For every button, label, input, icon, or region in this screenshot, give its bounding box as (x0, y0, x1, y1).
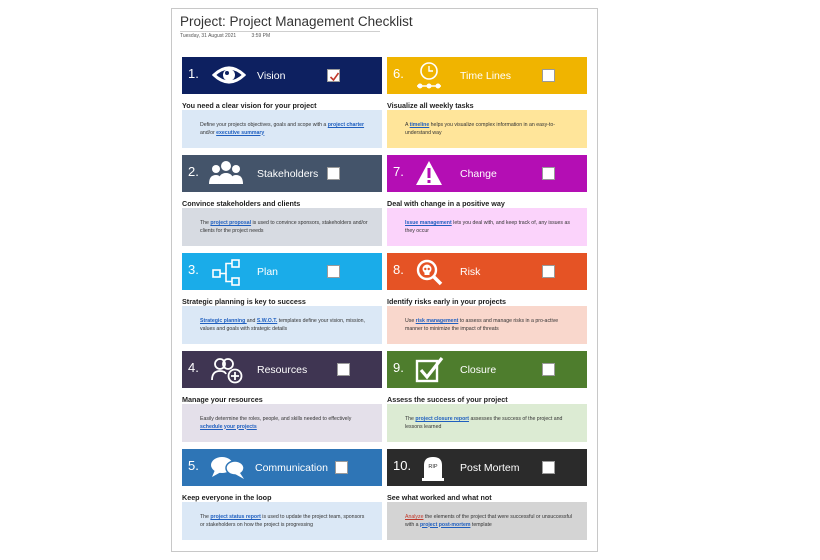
item-number: 6. (393, 66, 404, 81)
item-number: 9. (393, 360, 404, 375)
desc-text: template (470, 521, 492, 528)
checklist-item-post-mortem (387, 449, 587, 547)
risk-checkbox[interactable] (542, 265, 555, 278)
change-checkbox[interactable] (542, 167, 555, 180)
item-description (387, 502, 587, 540)
risk-management-link[interactable]: risk management (415, 318, 459, 324)
item-description (182, 306, 382, 344)
item-label: Stakeholders (257, 168, 319, 180)
item-label: Risk (460, 266, 481, 278)
item-subheading: Keep everyone in the loop (182, 493, 272, 502)
item-label: Plan (257, 266, 279, 278)
desc-text: Easily determine the roles, people, and skills needed to effectively (200, 416, 352, 422)
warning-icon (415, 160, 443, 191)
svg-text:RIP: RIP (428, 464, 438, 470)
desc-text: The (200, 514, 211, 520)
checklist-right-column (387, 57, 587, 547)
communication-checkbox[interactable] (335, 461, 348, 474)
tombstone-icon (422, 455, 444, 486)
page-date: Tuesday, 31 August 2021 (180, 33, 237, 39)
vision-checkbox[interactable] (327, 69, 340, 82)
project-post-mortem-link[interactable]: project post-mortem (420, 521, 471, 528)
item-number: 2. (188, 164, 199, 179)
item-number: 4. (188, 360, 199, 375)
project-charter-link[interactable]: project charter (327, 122, 365, 128)
change-header (387, 155, 587, 192)
plan-checkbox[interactable] (327, 265, 340, 278)
closure-checkbox[interactable] (542, 363, 555, 376)
desc-text: is used to convince sponsors, stakeholders and/or clients for the project needs (200, 220, 368, 234)
checklist-item-plan (182, 253, 382, 351)
item-label: Communication (255, 462, 328, 474)
desc-text: templates define your vision, mission, values and goals with strategic details (200, 318, 365, 332)
desc-text: Define your projects objectives, goals and scope with a (200, 122, 328, 128)
item-subheading: Identify risks early in your projects (387, 297, 507, 306)
desc-text: to assess and manage risks in a pro-active manner to minimize the impact of threats (405, 318, 559, 332)
item-label: Resources (257, 364, 308, 376)
executive-summary-link[interactable]: executive summary (216, 129, 265, 136)
item-number: 8. (393, 262, 404, 277)
item-description (182, 110, 382, 148)
item-number: 3. (188, 262, 199, 277)
desc-text: and/or (200, 129, 217, 136)
communication-header (182, 449, 382, 486)
checklist-item-vision (182, 57, 382, 155)
desc-text: The (200, 220, 211, 226)
vision-header (182, 57, 382, 94)
notebook-page (171, 8, 598, 552)
swot-link[interactable]: S.W.O.T. (256, 318, 278, 324)
post-mortem-checkbox[interactable] (542, 461, 555, 474)
item-description (387, 306, 587, 344)
checklist-item-communication (182, 449, 382, 547)
post-mortem-header (387, 449, 587, 486)
risk-header (387, 253, 587, 290)
add-people-icon (210, 356, 244, 389)
item-description (387, 208, 587, 246)
item-label: Post Mortem (460, 462, 520, 474)
item-number: 10. (393, 458, 412, 473)
item-description (387, 404, 587, 442)
checklist-left-column (182, 57, 382, 547)
strategic-planning-link[interactable]: Strategic planning (200, 318, 247, 324)
item-subheading: Strategic planning is key to success (182, 297, 306, 306)
resources-checkbox[interactable] (337, 363, 350, 376)
desc-text: lets you deal with, and keep track of, any issues as they occur (405, 220, 570, 234)
time-lines-header (387, 57, 587, 94)
item-number: 5. (188, 458, 199, 473)
stakeholders-checkbox[interactable] (327, 167, 340, 180)
closure-header (387, 351, 587, 388)
item-number: 7. (393, 164, 404, 179)
item-subheading: Deal with change in a positive way (387, 199, 505, 208)
desc-text: assesses the success of the project and lessons learned (405, 416, 563, 430)
checklist-item-stakeholders (182, 155, 382, 253)
item-number: 1. (188, 66, 199, 81)
chat-icon (210, 455, 246, 486)
flowchart-icon (212, 258, 242, 291)
item-label: Time Lines (460, 70, 511, 82)
title-underline (180, 31, 380, 32)
desc-text: and (246, 318, 257, 324)
magnifier-skull-icon (415, 258, 443, 291)
desc-text: Use (405, 318, 416, 324)
project-status-report-link[interactable]: project status report (210, 514, 261, 520)
checklist-item-change (387, 155, 587, 253)
item-description (182, 404, 382, 442)
item-subheading: Visualize all weekly tasks (387, 101, 474, 110)
people-icon (209, 160, 243, 191)
item-description (182, 208, 382, 246)
project-proposal-link[interactable]: project proposal (210, 220, 252, 226)
item-label: Closure (460, 364, 497, 376)
checklist-item-resources (182, 351, 382, 449)
desc-text: the elements of the project that were successful or unsuccessful with a (405, 514, 572, 528)
item-subheading: You need a clear vision for your project (182, 101, 317, 110)
checkmark-icon (329, 71, 340, 82)
desc-text: is used to update the project team, sponsors or stakeholders on how the project is progressing (200, 514, 365, 528)
item-label: Vision (257, 70, 286, 82)
desc-text: helps you visualize complex information in an easy-to-understand way (405, 122, 555, 136)
plan-header (182, 253, 382, 290)
checklist-item-time-lines (387, 57, 587, 155)
page-time: 3:59 PM (251, 33, 271, 39)
desc-text: A (405, 122, 410, 128)
checklist-item-closure (387, 351, 587, 449)
item-subheading: Assess the success of your project (387, 395, 508, 404)
eye-icon (212, 63, 246, 92)
schedule-projects-link[interactable]: schedule your projects (200, 423, 257, 430)
timeline-link[interactable]: timeline (409, 122, 430, 128)
time-lines-checkbox[interactable] (542, 69, 555, 82)
item-label: Change (460, 168, 497, 180)
page-meta (180, 33, 270, 39)
item-description (182, 502, 382, 540)
analyze-text: Analyze (405, 514, 424, 520)
page-title: Project: Project Management Checklist (180, 14, 413, 29)
item-subheading: Manage your resources (182, 395, 263, 404)
issue-management-link[interactable]: Issue management (405, 220, 452, 226)
item-subheading: See what worked and what not (387, 493, 492, 502)
resources-header (182, 351, 382, 388)
checkbox-tick-icon (415, 356, 445, 389)
timeline-icon (415, 61, 443, 96)
checklist-item-risk (387, 253, 587, 351)
item-subheading: Convince stakeholders and clients (182, 199, 301, 208)
stakeholders-header (182, 155, 382, 192)
desc-text: The (405, 416, 416, 422)
item-description (387, 110, 587, 148)
project-closure-report-link[interactable]: project closure report (415, 416, 470, 422)
